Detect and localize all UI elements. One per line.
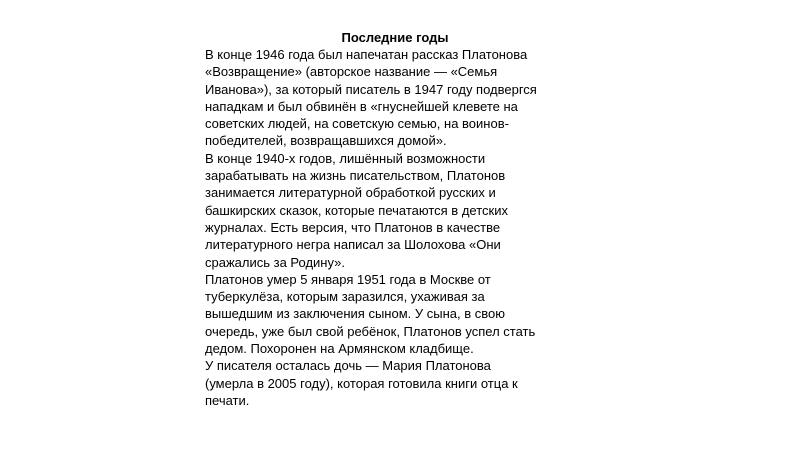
text-line: (умерла в 2005 году), которая готовила книги отца к: [205, 375, 518, 391]
text-line: вышедшим из заключения сыном. У сына, в свою: [205, 306, 505, 322]
slide-title: Последние годы: [341, 30, 449, 45]
text-line: нападкам и был обвинён в «гнуснейшей клевете на: [205, 98, 518, 114]
text-line: В конце 1946 года был напечатан рассказ Платонова: [205, 47, 528, 62]
text-line: советских людей, на советскую семью, на воинов-: [205, 116, 509, 132]
text-line: туберкулёза, которым заразился, ухаживая за: [205, 289, 485, 305]
paragraph-late-1940s: [205, 150, 600, 271]
paragraph-death-1951: [205, 271, 600, 357]
text-line: «Возвращение» (авторское название — «Семья: [205, 64, 498, 80]
paragraph-daughter: [205, 357, 600, 409]
text-line: печати.: [205, 392, 250, 408]
text-line: очередь, уже был свой ребёнок, Платонов успел стать: [205, 323, 536, 339]
text-line: башкирских сказок, которые печатаются в детских: [205, 202, 508, 218]
text-line: У писателя осталась дочь — Мария Платонова: [205, 358, 491, 374]
text-line: Иванова»), за который писатель в 1947 году подвергся: [205, 81, 537, 97]
text-line: дедом. Похоронен на Армянском кладбище.: [205, 341, 474, 357]
text-line: журналах. Есть версия, что Платонов в качестве: [205, 219, 501, 235]
text-line: Платонов умер 5 января 1951 года в Москве от: [205, 271, 491, 287]
text-line: занимается литературной обработкой русских и: [205, 185, 496, 201]
slide-body: [205, 46, 600, 409]
text-line: литературного негра написал за Шолохова «Они: [205, 237, 501, 253]
text-line: победителей, возвращавшихся домой».: [205, 133, 447, 149]
paragraph-1946-return: [205, 46, 600, 150]
text-line: В конце 1940-х годов, лишённый возможности: [205, 150, 486, 166]
text-line: сражались за Родину».: [205, 254, 345, 270]
text-line: зарабатывать на жизнь писательством, Платонов: [205, 168, 506, 184]
